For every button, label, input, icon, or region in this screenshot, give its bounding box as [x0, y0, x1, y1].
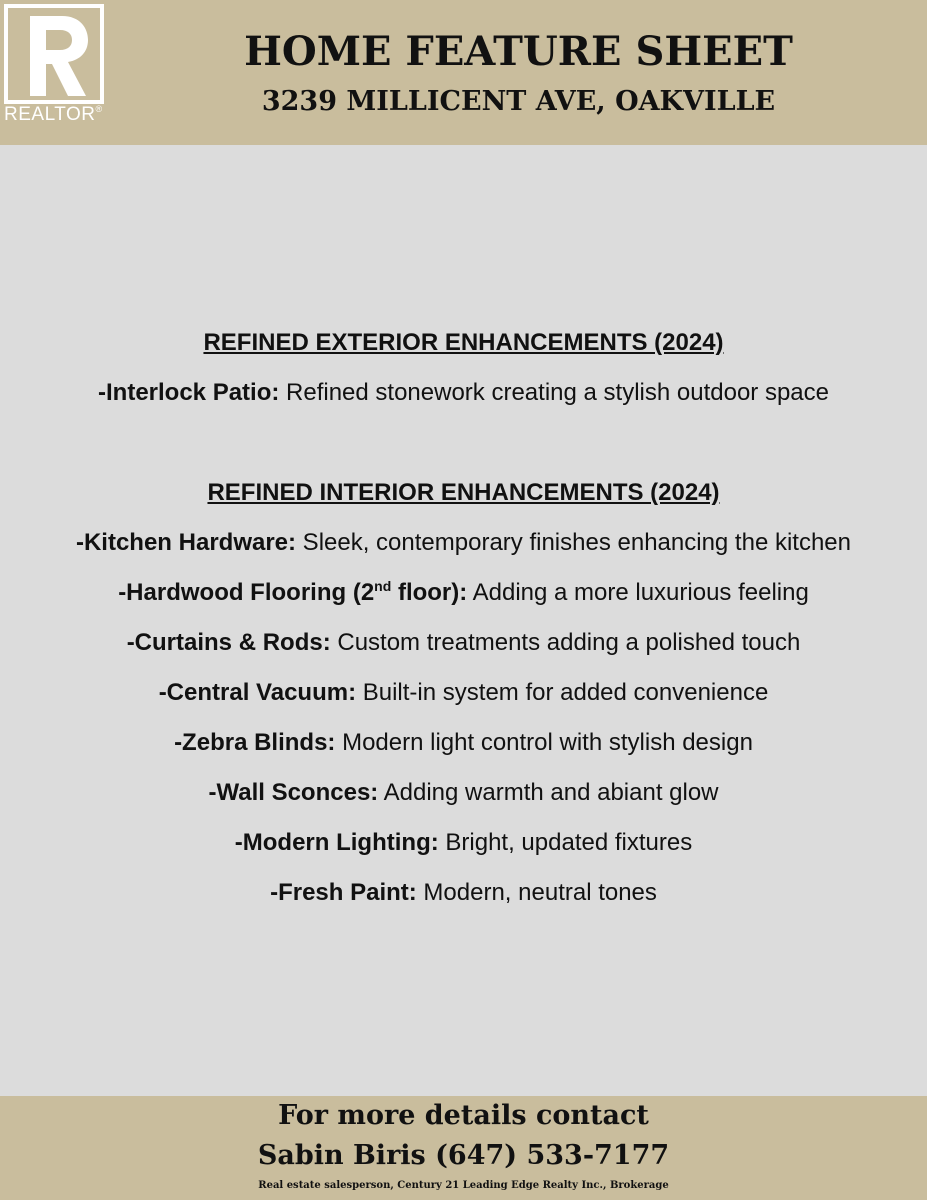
feature-item: -Hardwood Flooring (2nd floor): Adding a more luxurious feeling [118, 578, 809, 606]
contact-prompt: For more details contact [278, 1100, 649, 1131]
interior-section [0, 468, 927, 918]
feature-item: -Interlock Patio: Refined stonework creating a stylish outdoor space [98, 379, 829, 406]
page-title: HOME FEATURE SHEET [244, 28, 793, 75]
property-address: 3239 MILLICENT AVE, OAKVILLE [261, 86, 776, 117]
agent-name-phone: Sabin Biris (647) 533-7177 [257, 1140, 670, 1171]
feature-item: -Modern Lighting: Bright, updated fixtures [234, 829, 693, 856]
realtor-logo [0, 0, 110, 130]
feature-item: -Fresh Paint: Modern, neutral tones [270, 879, 657, 906]
feature-item: -Wall Sconces: Adding warmth and abiant glow [208, 779, 719, 806]
feature-item: -Curtains & Rods: Custom treatments adding a polished touch [126, 629, 801, 656]
brokerage-credit: Real estate salesperson, Century 21 Leading Edge Realty Inc., Brokerage [258, 1180, 669, 1191]
realtor-logo-icon [4, 4, 104, 104]
interior-heading: REFINED INTERIOR ENHANCEMENTS (2024) [207, 479, 720, 506]
feature-item: -Zebra Blinds: Modern light control with stylish design [174, 729, 753, 756]
exterior-heading: REFINED EXTERIOR ENHANCEMENTS (2024) [203, 329, 724, 356]
footer-band [0, 1096, 927, 1200]
realtor-logo-text: REALTOR® [4, 104, 103, 125]
feature-item: -Kitchen Hardware: Sleek, contemporary finishes enhancing the kitchen [75, 529, 852, 556]
feature-item: -Central Vacuum: Built-in system for added convenience [158, 679, 769, 706]
header-band [0, 0, 927, 145]
exterior-section [0, 318, 927, 418]
